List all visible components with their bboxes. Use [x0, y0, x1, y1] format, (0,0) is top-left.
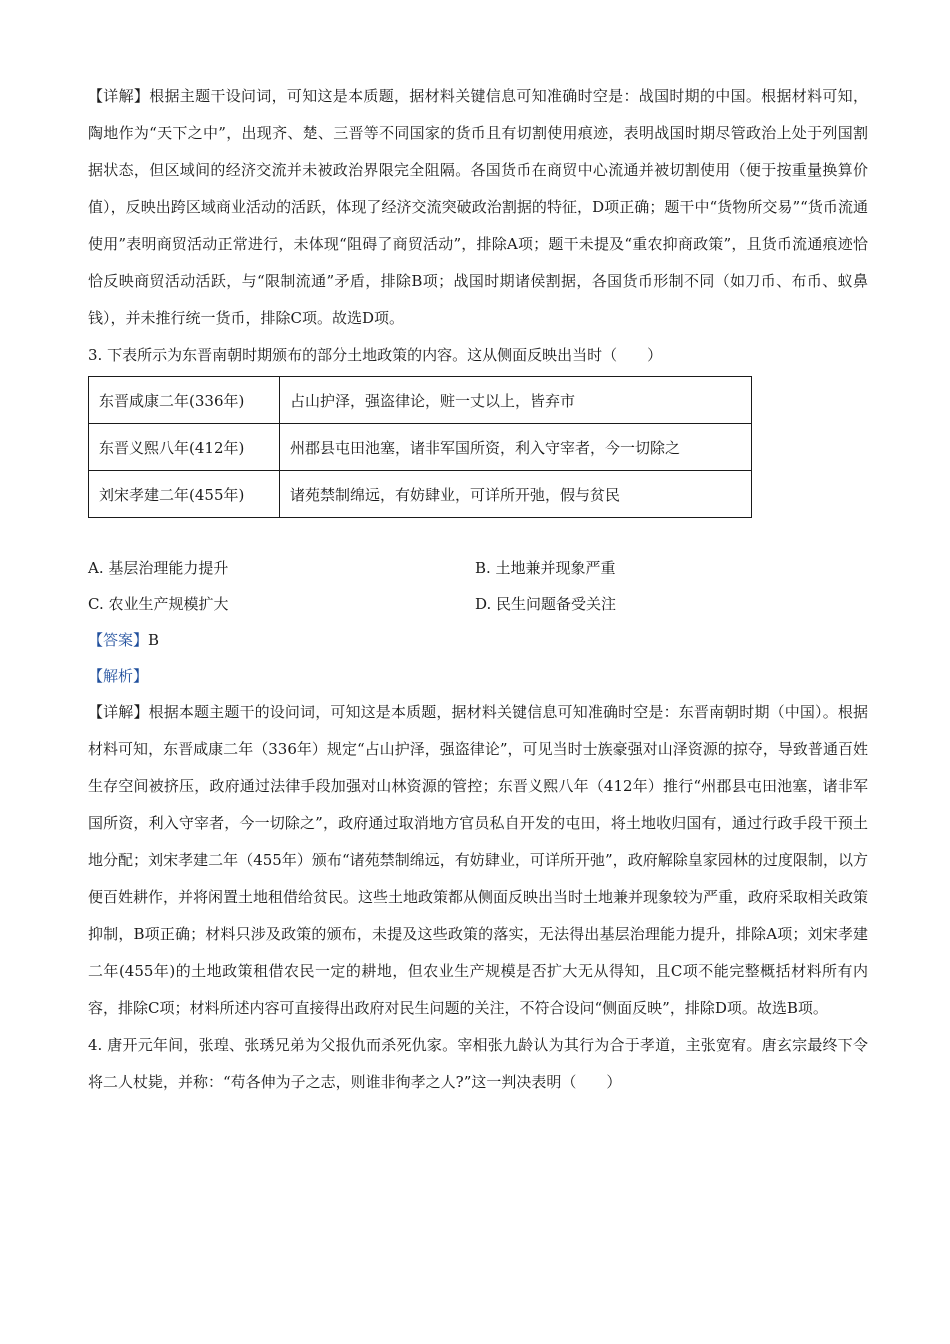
- question-3-explanation: [88, 694, 868, 1027]
- explain-text: 根据主题干设问词，可知这是本质题，据材料关键信息可知准确时空是：战国时期的中国。根据材料可知，陶地作为“天下之中”，出现齐、楚、三晋等不同国家的货币且有切割使用痕迹，表明战国时期尽管政治上处于列国割据状态，但区域间的经济交流并未被政治界限完全阻隔。各国货币在商贸中心流通并被切割使用（便于按重量换算价值），反映出跨区域商业活动的活跃，体现了经济交流突破政治割据的特征，D项正确；题干中“货物所交易”“货币流通使用”表明商贸活动正常进行，未体现“阻碍了商贸活动”，排除A项；题干未提及“重农抑商政策”，且货币流通痕迹恰恰反映商贸活动活跃，与“限制流通”矛盾，排除B项；战国时期诸侯割据，各国货币形制不同（如刀币、布币、蚁鼻钱），并未推行统一货币，排除C项。故选D项。: [88, 87, 868, 327]
- answer-options: [88, 550, 868, 622]
- table-cell-period: 东晋咸康二年(336年): [89, 377, 280, 424]
- table-cell-period: 东晋义熙八年(412年): [89, 424, 280, 471]
- table-row: [89, 377, 752, 424]
- question-3-stem: 3. 下表所示为东晋南朝时期颁布的部分土地政策的内容。这从侧面反映出当时（ ）: [88, 346, 663, 364]
- policy-table: [88, 376, 752, 518]
- answer-tag: 【答案】: [88, 631, 149, 649]
- table-row: [89, 471, 752, 518]
- explain-tag: 【详解】: [88, 703, 149, 721]
- option-c: C. 农业生产规模扩大: [88, 595, 229, 613]
- document-page: [88, 78, 868, 1101]
- previous-explanation: [88, 78, 868, 337]
- question-4-stem: 4. 唐开元年间，张瑝、张琇兄弟为父报仇而杀死仇家。宰相张九龄认为其行为合于孝道，主张宽宥。唐玄宗最终下令将二人杖毙，并称：“苟各伸为子之志，则谁非徇孝之人?”这一判决表明（ ）: [88, 1036, 868, 1091]
- analysis-tag: 【解析】: [88, 667, 149, 685]
- option-a: A. 基层治理能力提升: [88, 559, 229, 577]
- table-cell-content: 诸苑禁制绵远，有妨肆业，可详所开弛，假与贫民: [280, 471, 752, 518]
- option-b: B. 土地兼并现象严重: [475, 559, 616, 577]
- table-cell-content: 州郡县屯田池塞，诸非军国所资，利入守宰者，今一切除之: [280, 424, 752, 471]
- table-row: [89, 424, 752, 471]
- table-cell-content: 占山护泽，强盗律论，赃一丈以上，皆弃市: [280, 377, 752, 424]
- explain-text: 根据本题主题干的设问词，可知这是本质题，据材料关键信息可知准确时空是：东晋南朝时期（中国）。根据材料可知，东晋咸康二年（336年）规定“占山护泽，强盗律论”，可见当时士族豪强对山泽资源的掠夺，导致普通百姓生存空间被挤压，政府通过法律手段加强对山林资源的管控；东晋义熙八年（412年）推行“州郡县屯田池塞，诸非军国所资，利入守宰者，今一切除之”，政府通过取消地方官员私自开发的屯田，将土地收归国有，通过行政手段干预土地分配；刘宋孝建二年（455年）颁布“诸苑禁制绵远，有妨肆业，可详所开弛”，政府解除皇家园林的过度限制，以方便百姓耕作，并将闲置土地租借给贫民。这些土地政策都从侧面反映出当时土地兼并现象较为严重，政府采取相关政策抑制，B项正确；材料只涉及政策的颁布，未提及这些政策的落实，无法得出基层治理能力提升，排除A项；刘宋孝建二年(455年)的土地政策租借农民一定的耕地，但农业生产规模是否扩大无从得知，且C项不能完整概括材料所有内容，排除C项；材料所述内容可直接得出政府对民生问题的关注，不符合设问“侧面反映”，排除D项。故选B项。: [88, 703, 869, 1017]
- explain-tag: 【详解】: [88, 87, 150, 105]
- answer-value: B: [148, 631, 160, 649]
- table-cell-period: 刘宋孝建二年(455年): [89, 471, 280, 518]
- option-d: D. 民生问题备受关注: [475, 595, 617, 613]
- answer-line: [88, 622, 868, 658]
